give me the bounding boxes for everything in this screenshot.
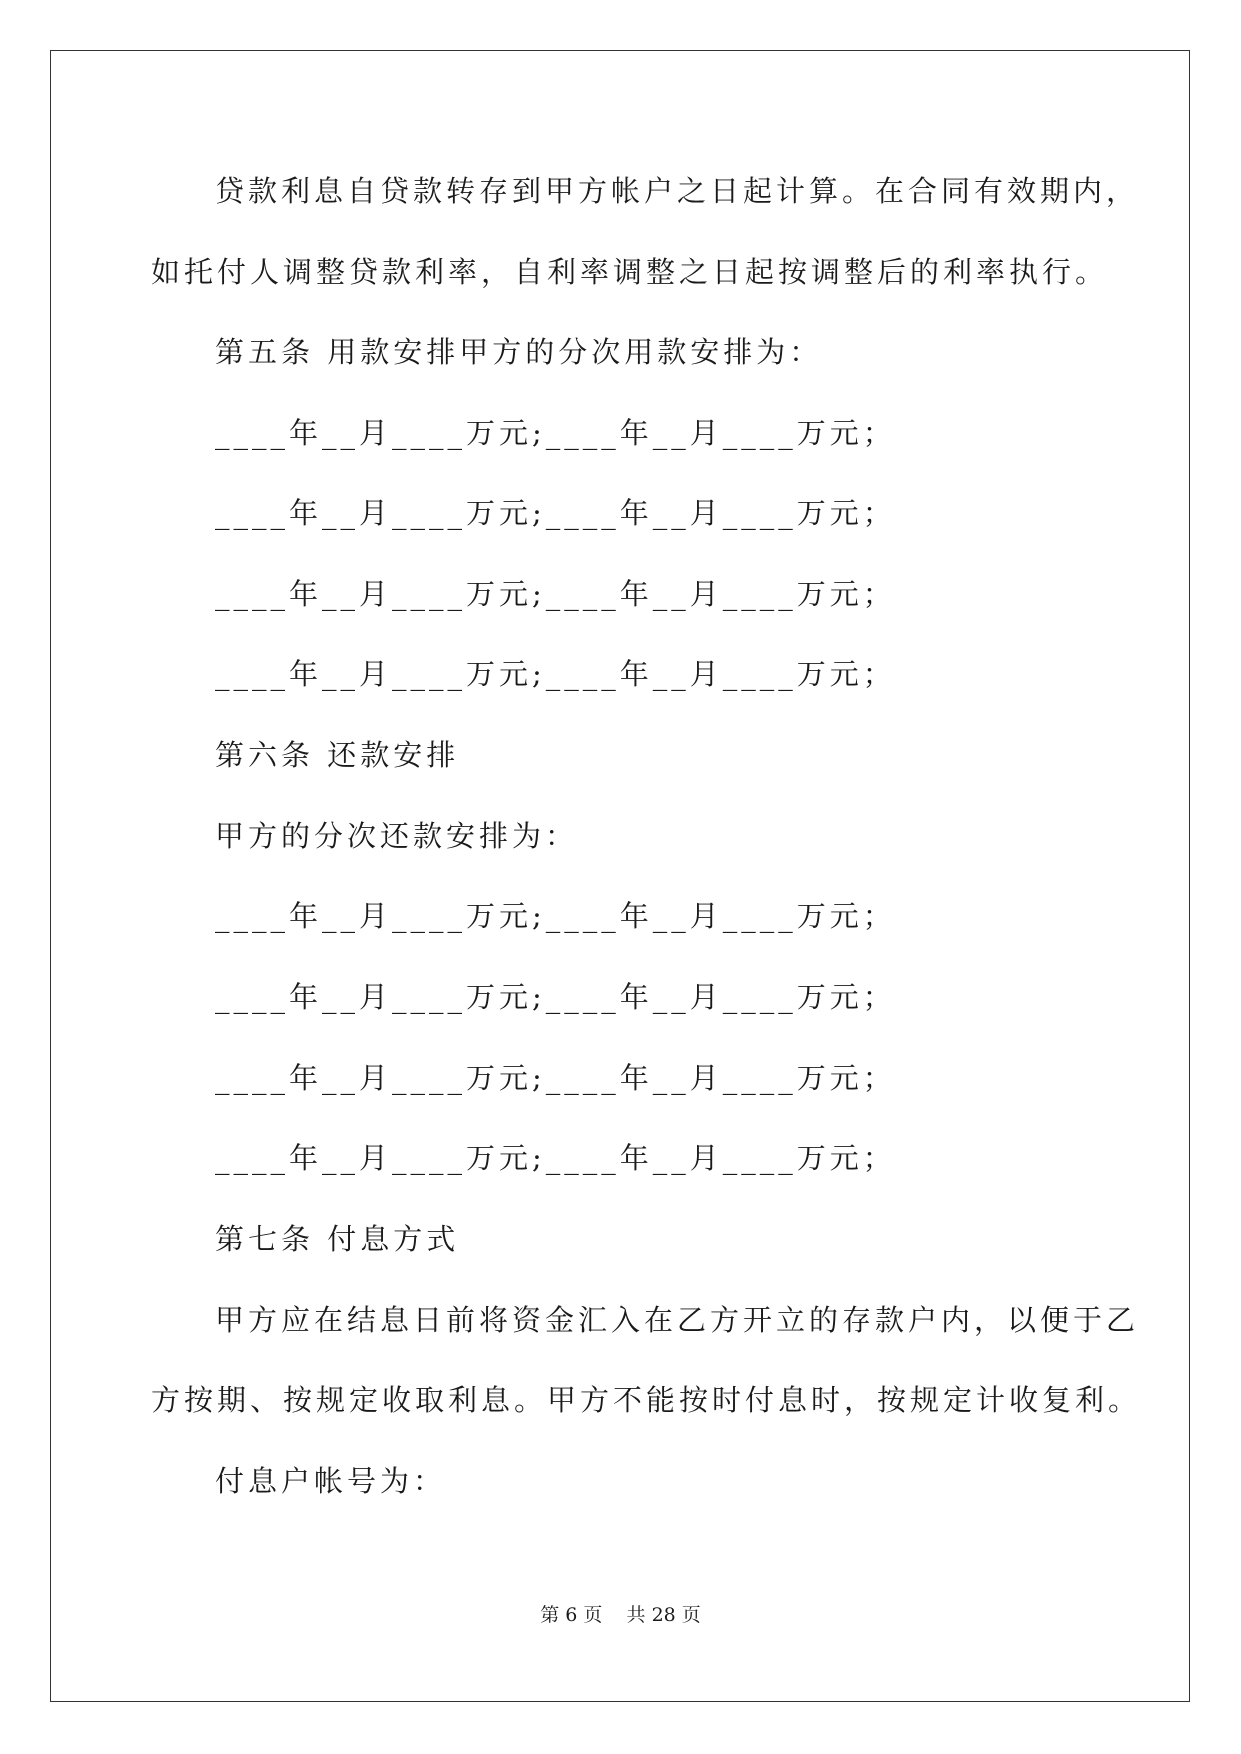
schedule-line: ____年__月____万元;____年__月____万元；	[215, 1141, 896, 1175]
paragraph-line: 方按期、按规定收取利息。甲方不能按时付息时，按规定计收复利。	[151, 1383, 1142, 1417]
article-heading: 第五条 用款安排甲方的分次用款安排为：	[215, 335, 823, 369]
article-heading: 第七条 付息方式	[215, 1222, 460, 1256]
article-heading: 第六条 还款安排	[215, 738, 460, 772]
paragraph-line: 贷款利息自贷款转存到甲方帐户之日起计算。在合同有效期内，	[215, 174, 1140, 208]
page-border	[50, 50, 1190, 1702]
schedule-line: ____年__月____万元;____年__月____万元；	[215, 496, 896, 530]
schedule-line: ____年__月____万元;____年__月____万元；	[215, 980, 896, 1014]
schedule-line: ____年__月____万元;____年__月____万元；	[215, 577, 896, 611]
schedule-line: ____年__月____万元;____年__月____万元；	[215, 1061, 896, 1095]
page-footer: 第 6 页 共 28 页	[540, 1604, 701, 1626]
paragraph-line: 甲方的分次还款安排为：	[215, 819, 579, 853]
schedule-line: ____年__月____万元;____年__月____万元；	[215, 899, 896, 933]
schedule-line: ____年__月____万元;____年__月____万元；	[215, 416, 896, 450]
paragraph-line: 如托付人调整贷款利率，自利率调整之日起按调整后的利率执行。	[151, 255, 1109, 289]
paragraph-line: 付息户帐号为：	[215, 1464, 447, 1498]
schedule-line: ____年__月____万元;____年__月____万元；	[215, 657, 896, 691]
paragraph-line: 甲方应在结息日前将资金汇入在乙方开立的存款户内，以便于乙	[215, 1303, 1140, 1337]
